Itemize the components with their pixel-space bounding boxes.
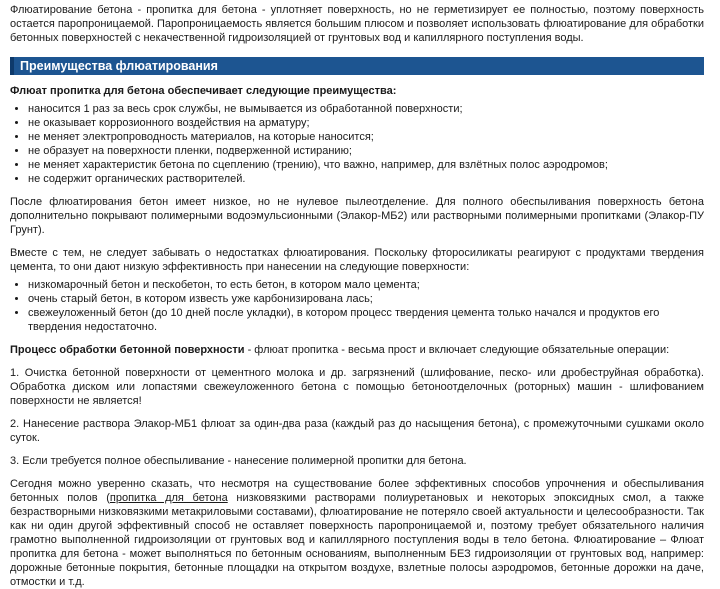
process-paragraph [10, 343, 704, 357]
list-item: • низкомарочный бетон и пескобетон, то есть бетон, в котором мало цемента; [28, 278, 704, 292]
list-item: • не образует на поверхности пленки, подверженной истиранию; [28, 144, 704, 158]
intro-paragraph: Флюатирование бетона - пропитка для бетона - уплотняет поверхность, но не герметизирует ее полностью, поэтому поверхность остается паропроницаемой. Паропроницаемость является большим плюсом и позволяет использовать флюатирование для обработки бетонных поверхностей с некачественной гидроизоляцией от грунтовых вод и капиллярного поступления воды. [10, 4, 705, 44]
step-2: 2. Нанесение раствора Элакор-МБ1 флюат за один-два раза (каждый раз до насыщения бетона), с промежуточными сушками около суток. [10, 418, 704, 444]
final-paragraph [10, 477, 704, 589]
list-item: • не меняет электропроводность материалов, на которые наносится; [28, 130, 704, 144]
list-item: • не меняет характеристик бетона по сцеплению (трению), что важно, например, для взлётных полос аэродромов; [28, 158, 704, 172]
list-item: • наносится 1 раз за весь срок службы, не вымывается из обработанной поверхности; [28, 102, 704, 116]
advantages-lead: Флюат пропитка для бетона обеспечивает следующие преимущества: [10, 85, 397, 97]
final-text-start: Сегодня можно уверенно сказать, что несмотря на существование более эффективных способов упрочнения и обеспыливания бетонных полов ( [10, 478, 704, 504]
step-1: 1. Очистка бетонной поверхности от цементного молока и др. загрязнений (шлифование, песко- или дробеструйная обработка). Обработка диском или лопастями свежеуложенного бетона с помощью бетоноотделочных (роторных) машин - шлифованием поверхности не является! [10, 367, 704, 407]
list-item: • свежеуложенный бетон (до 10 дней после укладки), в котором процесс твердения цемента только начался и продуктов его твердения недостаточно. [28, 306, 704, 334]
process-heading: Процесс обработки бетонной поверхности [10, 344, 245, 356]
section-title: Преимущества флюатирования [10, 57, 704, 75]
after-treatment-paragraph: После флюатирования бетон имеет низкое, но не нулевое пылеотделение. Для полного обеспыливания поверхность бетона дополнительно покрывают полимерными водоэмульсионными (Элакор-МБ2) или растворными полимерными пропитками (Элакор-ПУ Грунт). [10, 196, 704, 236]
drawbacks-list [10, 278, 704, 334]
advantages-list [10, 102, 704, 186]
list-item: • не содержит органических растворителей. [28, 172, 704, 186]
process-text: - флюат пропитка - весьма прост и включает следующие обязательные операции: [244, 344, 670, 356]
final-text-end: низковязкими растворами полиуретановых и некоторых эпоксидных смол, а также безрастворными низковязкими метакриловыми составами), флюатирование не потеряло своей актуальности и целесообразности. Так как ни один другой эффективный способ не оставляет поверхность паропроницаемой и, поэтому требует обязательного наличия грамотно выполненной гидроизоляции от грунтовых вод и капиллярного поступления воды в тело бетона. Флюатирование – Флюат пропитка для бетона - может выполняться по бетонным основаниям, выполненным БЕЗ гидроизоляции от грунтовых вод, например: дорожные бетонные покрытия, бетонные площадки на открытом воздухе, взлетные полосы аэродромов, бетонные дорожки на даче, отмостки и т.д. [10, 492, 704, 588]
list-item: • не оказывает коррозионного воздействия на арматуру; [28, 116, 704, 130]
step-3: 3. Если требуется полное обеспыливание - нанесение полимерной пропитки для бетона. [10, 455, 467, 467]
drawbacks-paragraph: Вместе с тем, не следует забывать о недостатках флюатирования. Поскольку фторосиликаты реагируют с продуктами твердения цемента, то они дают низкую эффективность при нанесении на следующие поверхности: [10, 247, 704, 273]
impregnation-link[interactable]: пропитка для бетона [109, 492, 228, 504]
list-item: • очень старый бетон, в котором известь уже карбонизирована лась; [28, 292, 704, 306]
